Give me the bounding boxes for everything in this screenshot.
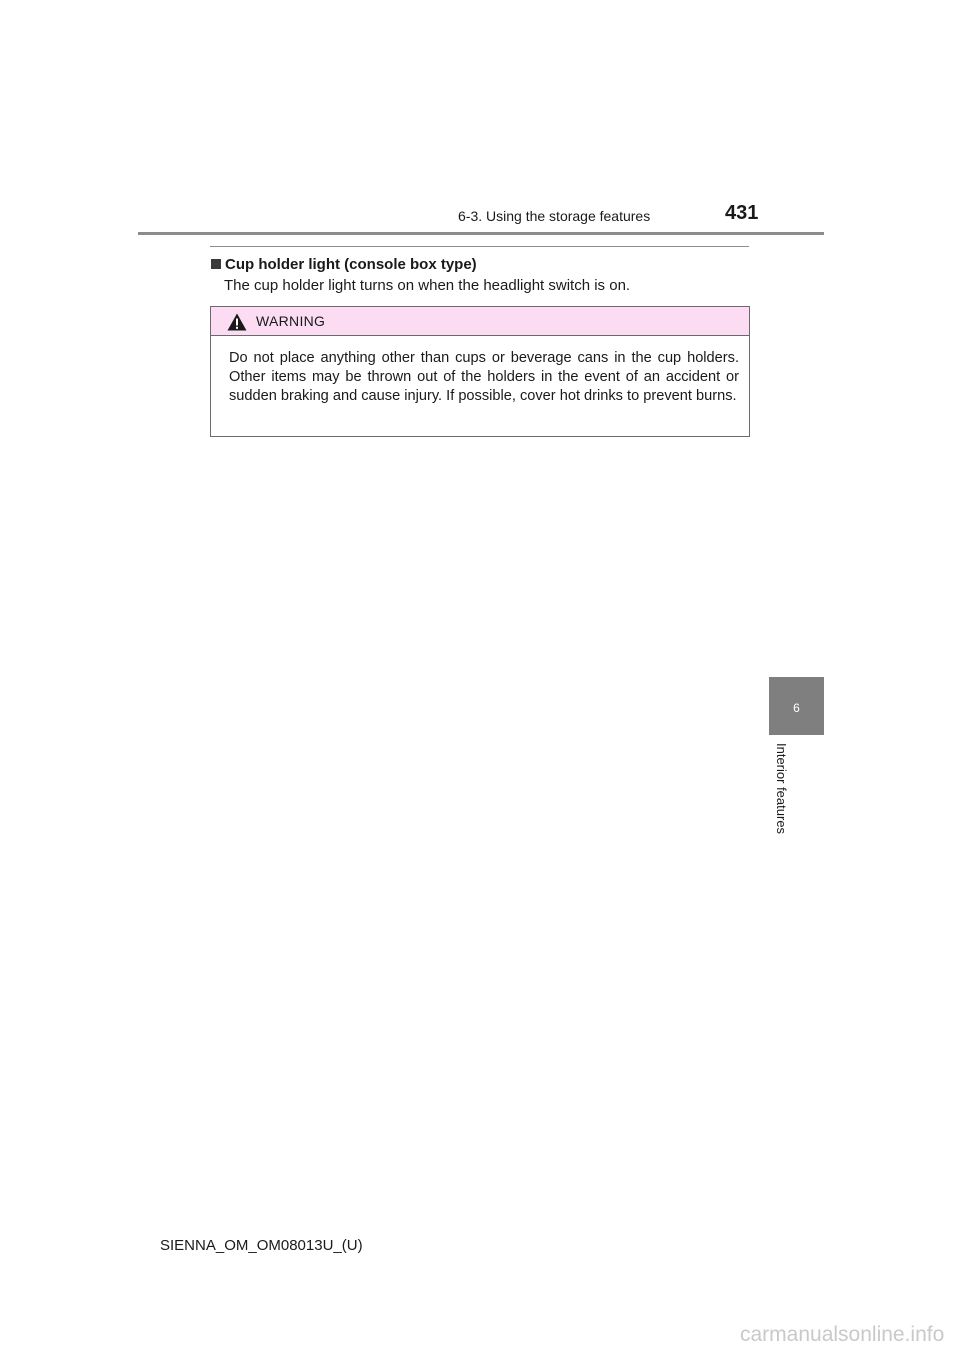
side-tab-label: Interior features — [774, 743, 789, 835]
warning-text: Do not place anything other than cups or beverage cans in the cup holders. Other items may be thrown out of the holders in the event of an accident or sudden braking and cause injury. If possible, cover hot drinks to prevent burns. — [229, 350, 739, 404]
warning-box — [210, 306, 750, 437]
warning-header — [211, 307, 749, 336]
header-rule — [138, 232, 824, 235]
topic-body: The cup holder light turns on when the headlight switch is on. — [224, 277, 631, 294]
topic-rule — [210, 246, 749, 247]
topic-heading-text: Cup holder light (console box type) — [225, 256, 477, 273]
footer-watermark: carmanualsonline.info — [740, 1323, 945, 1346]
warning-title: WARNING — [256, 313, 326, 329]
page-number: 431 — [725, 202, 759, 224]
square-bullet-icon — [211, 259, 221, 269]
footer-code: SIENNA_OM_OM08013U_(U) — [160, 1237, 363, 1254]
header-section-title: 6-3. Using the storage features — [458, 208, 651, 224]
side-tab-number: 6 — [793, 701, 800, 715]
side-tab — [769, 677, 824, 735]
topic-heading — [211, 256, 477, 273]
warning-triangle-icon — [227, 313, 247, 331]
